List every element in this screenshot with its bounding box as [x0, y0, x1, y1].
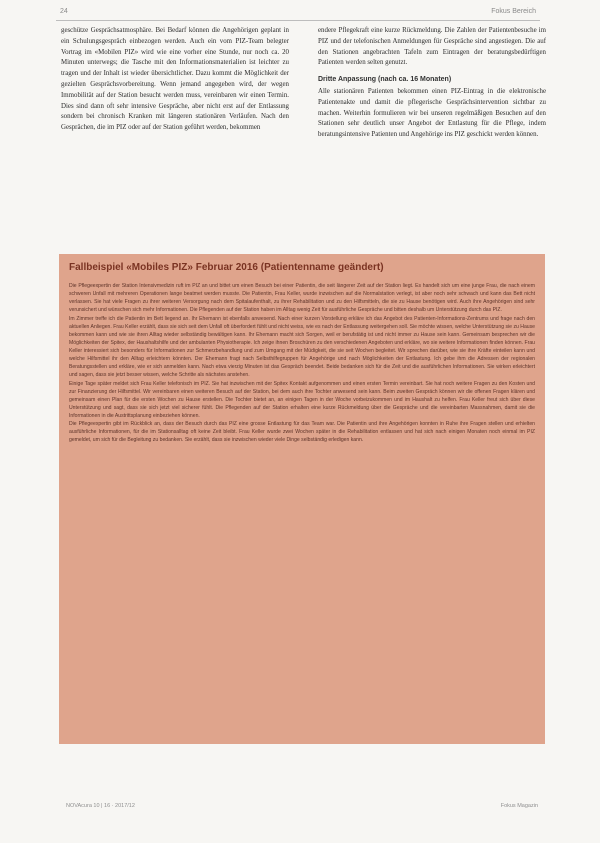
footer-publication: NOVAcura 10 | 16 · 2017/12 [66, 803, 135, 809]
case-study-title: Fallbeispiel «Mobiles PIZ» Februar 2016 (Patientenname geändert) [69, 262, 384, 273]
case-paragraph: Einige Tage später meldet sich Frau Keller telefonisch im PIZ. Sie hat inzwischen mit der Spitex Kontakt aufgenommen und einen ersten Termin vereinbart. Sie hat noch weitere Fragen zu den Kosten und zur Finanzierung der Hilfsmittel. Wir vereinbaren einen weiteren Besuch auf der Station, bei dem auch ihre Tochter anwesend sein kann. Beim zweiten Gespräch können wir die offenen Fragen klären und gemeinsam einen Plan für die ersten Wochen zu Hause erstellen. Die Tochter bietet an, an einigen Tagen in der Woche vorbeizukommen und im Haushalt zu helfen. Frau Keller freut sich über diese Unterstützung und sagt, dass sie sich jetzt viel sicherer fühlt. Die Pflegenden auf der Station erhalten eine kurze Rückmeldung über die Gespräche und die vereinbarten Massnahmen, damit sie die Informationen in die Austrittsplanung einbeziehen können. [69, 380, 535, 419]
left-paragraph: geschütze Gesprächsatmosphäre. Bei Bedarf können die Angehörigen geplant in ein Schulungsgespräch einbezogen werden. Auch ein vom PIZ-Team belegter Vortrag im «Mobilen PIZ» wird wie eine vorher eine Stunde, nur noch ca. 20 Minuten unterwegs; die Tasche mit den Informationsmaterialien ist leichter zu tragen und der Inhalt ist wieder übersichtlicher. Dazu kommt die Möglichkeit der gezielten Gesprächsvorbereitung. Wenn jemand angegeben wird, der wegen Immobilität auf der Station besucht werden muss, vereinbaren wir einen Termin. Dies sind dann oft sehr intensive Gespräche, aber nicht erst auf der Entlassung sondern bei chronisch Kranken mit längeren stationären Verläufen. Nach den Gesprächen, die im PIZ oder auf der Station geführt werden, bekommen [61, 27, 289, 132]
case-study-body [69, 282, 535, 740]
case-paragraph: Im Zimmer treffe ich die Patientin im Bett liegend an. Ihr Ehemann ist ebenfalls anwesend. Nach einer kurzen Vorstellung erkläre ich das Angebot des Patienten-Informations-Zentrums und frage nach den aktuellen Anliegen. Frau Keller erzählt, dass sie sich seit dem Unfall oft überfordert fühlt und nicht weiss, wie es nach der Entlassung weitergehen soll. Sie möchte wissen, welche Unterstützung sie zu Hause bekommen kann und wie sie ihren Alltag wieder selbständig bewältigen kann. Ihr Ehemann macht sich Sorgen, weil er berufstätig ist und nicht immer zu Hause sein kann. Gemeinsam besprechen wir die Möglichkeiten der Spitex, der Haushaltshilfe und der ambulanten Physiotherapie. Ich zeige ihnen Broschüren zu den verschiedenen Angeboten und erkläre, wo sie weitere Informationen finden können. Frau Keller interessiert sich besonders für Informationen zur Schmerzbehandlung und zum Umgang mit der Müdigkeit, die sie seit Wochen begleitet. Wir sprechen darüber, wie sie ihre Kräfte einteilen kann und welche Hilfsmittel ihr den Alltag erleichtern könnten. Der Ehemann fragt nach Selbsthilfegruppen für Angehörige und nach Möglichkeiten der Entlastung. Ich gebe ihm die Adressen der regionalen Beratungsstellen und erkläre, wie er sich anmelden kann. Nach etwa vierzig Minuten ist das Gespräch beendet. Beide bedanken sich für die Zeit und die ausführlichen Informationen. Sie wirken erleichtert und sagen, dass sie jetzt besser wissen, welche Schritte als nächstes anstehen. [69, 315, 535, 379]
case-paragraph: Die Pflegeexpertin gibt im Rückblick an, dass der Besuch durch das PIZ eine grosse Entlastung für das Team war. Die Patientin und ihre Angehörigen konnten in Ruhe ihre Fragen stellen und erhielten ausführliche Informationen, für die im Stationsalltag oft keine Zeit bleibt. Frau Keller wurde zwei Wochen später in die Rehabilitation entlassen und hat sich nach einigen Monaten noch einmal im PIZ gemeldet, um sich für die Begleitung zu bedanken. Sie erzählt, dass sie inzwischen wieder viele Dinge selbständig erledigen kann. [69, 421, 535, 444]
case-study-box [59, 254, 545, 744]
page-footer [66, 803, 538, 815]
page-number: 24 [60, 8, 68, 15]
case-paragraph: Die Pflegeexpertin der Station Intensivmedizin ruft im PIZ an und bittet um einen Besuch bei einer Patientin, die seit längerer Zeit auf der Station liegt. Es handelt sich um eine junge Frau, die nach einem schweren Unfall mit mehreren Operationen lange beatmet werden musste. Die Patientin, Frau Keller, wurde inzwischen auf die Normalstation verlegt, ist aber noch sehr schwach und kann das Bett nicht verlassen. Sie hat viele Fragen zu ihrer weiteren Versorgung nach dem Spitalaufenthalt, zu ihrer Rehabilitation und zu den Hilfsmitteln, die sie zu Hause benötigen wird. Auch ihre Angehörigen sind sehr verunsichert und wünschen sich mehr Informationen. Die Pflegenden auf der Station haben im Alltag wenig Zeit für ausführliche Gespräche und bitten deshalb um Unterstützung durch das PIZ. [69, 283, 535, 314]
left-text-column [61, 26, 289, 240]
right-body-paragraph: Alle stationären Patienten bekommen einen PIZ-Eintrag in die elektronische Patientenakte und damit die pflegerische Gesprächsintervention sichtbar zu machen. Weiterhin formulieren wir bei unseren regelmäßigen Besuchen auf den Stationen sehr deutlich unser Angebot der Entlastung für die Pflege, indem beratungsintensive Patienten und Angehörige ins PIZ geschickt werden können. [318, 87, 546, 139]
footer-magazine: Fokus Magazin [500, 803, 538, 809]
subsection-heading: Dritte Anpassung (nach ca. 16 Monaten) [318, 76, 452, 84]
section-title: Fokus Bereich [491, 8, 536, 15]
page-header [56, 6, 540, 21]
right-intro-paragraph: endere Pflegekraft eine kurze Rückmeldung. Die Zahlen der Patientenbesuche im PIZ und der telefonischen Anmeldungen für Gespräche sind angestiegen. Die auf den Stationen angebrachten Tafeln zum Eintragen der beratungsbedürftigen Patienten werden selten genutzt. [318, 27, 546, 67]
right-text-column [318, 26, 546, 240]
